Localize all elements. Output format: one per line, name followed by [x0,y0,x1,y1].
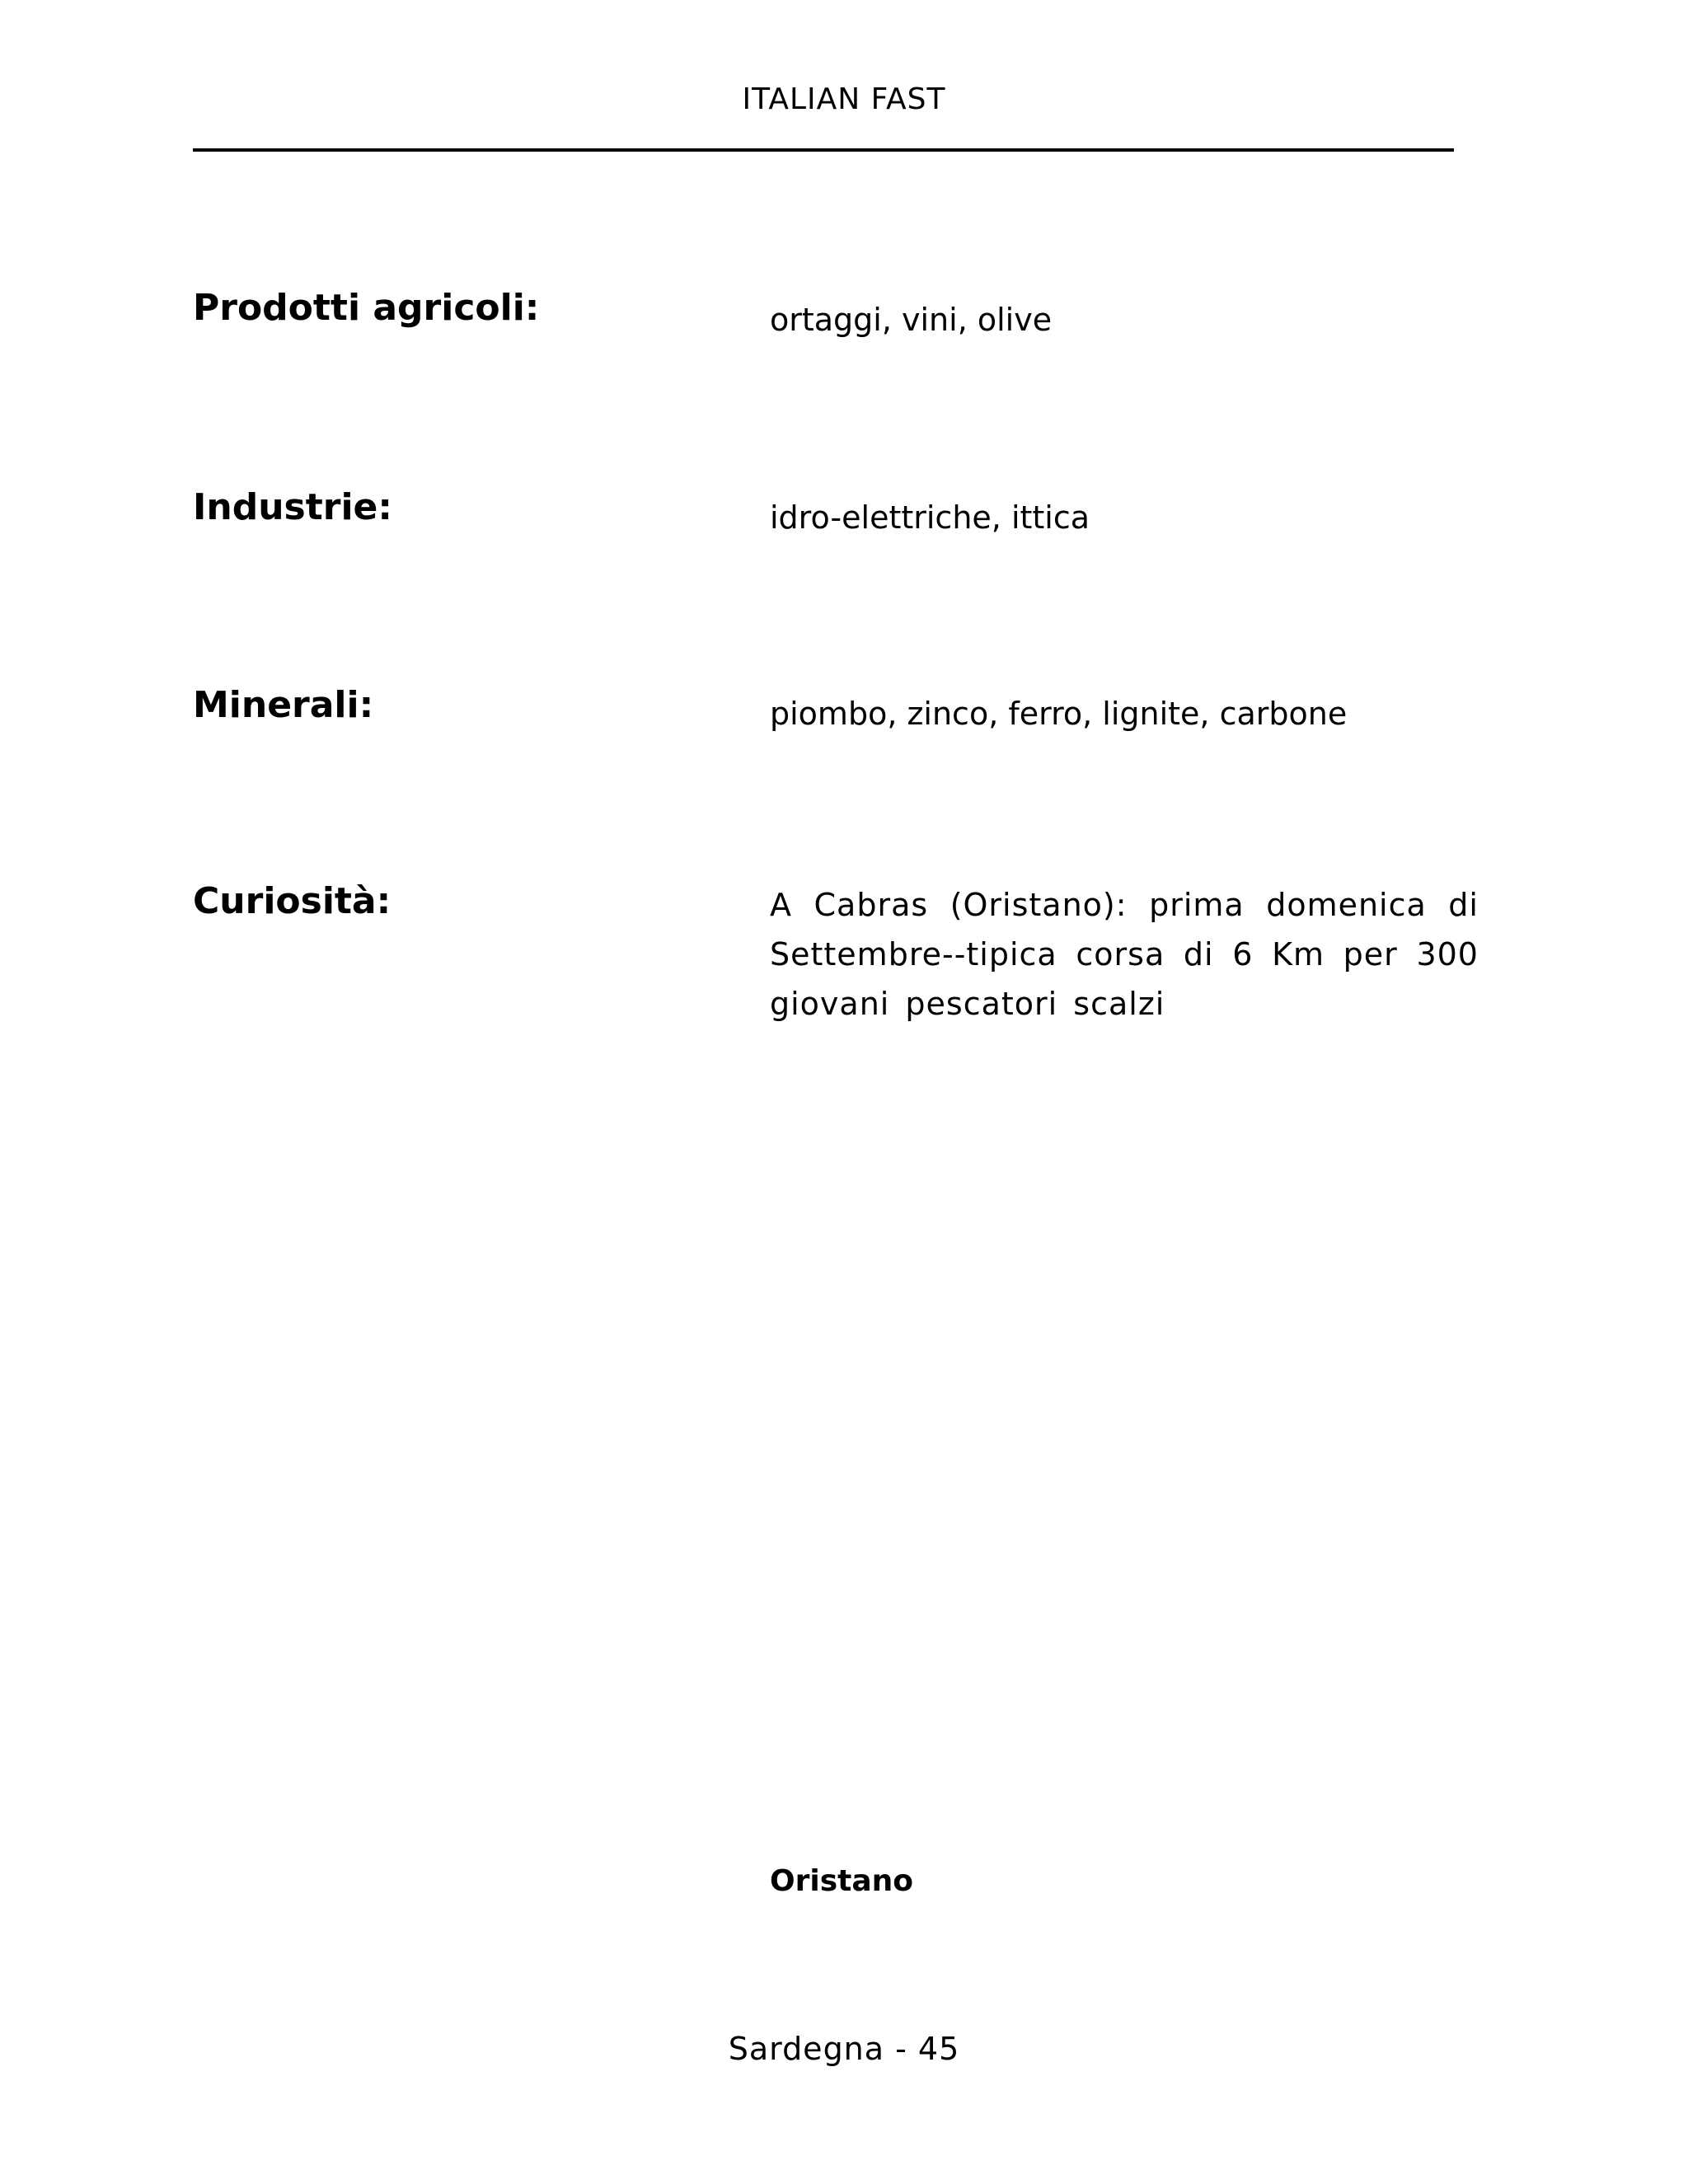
entry-value: A Cabras (Oristano): prima domenica di Settembre--tipica corsa di 6 Km per 300 giovani pescatori scalzi [770,887,1479,1022]
entry-label: Industrie: [193,486,392,528]
image-caption: Oristano [770,1864,913,1898]
page-footer: Sardegna - 45 [728,2031,960,2067]
entry-label: Minerali: [193,684,374,726]
entry-value: ortaggi, vini, olive [770,302,1053,338]
running-head: ITALIAN FAST [742,82,946,116]
header-divider [193,148,1454,152]
entry-value: idro-elettriche, ittica [770,499,1090,536]
entry-label: Prodotti agricoli: [193,287,540,329]
entry-label: Curiosità: [193,880,392,922]
entry-value: piombo, zinco, ferro, lignite, carbone [770,696,1348,732]
